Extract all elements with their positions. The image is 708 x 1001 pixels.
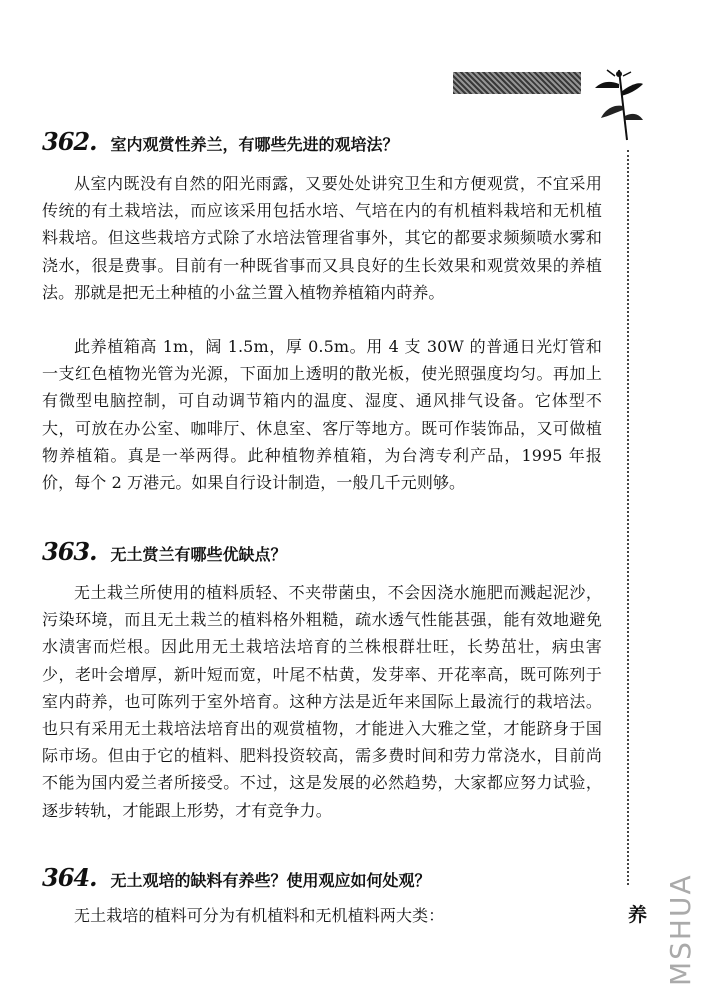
watermark: MSHUA	[664, 873, 697, 986]
margin-dotted-rule	[627, 150, 629, 885]
running-header-bar	[453, 72, 581, 94]
section-number: 362 .	[42, 127, 96, 156]
section-title: 室内观赏性养兰，有哪些先进的观培法？	[110, 135, 399, 154]
section-heading	[42, 537, 286, 566]
running-side-character: 养	[628, 904, 648, 926]
section-title: 无土赏兰有哪些优缺点？	[110, 545, 287, 564]
paragraph: 无土栽兰所使用的植料质轻、不夹带菌虫，不会因浇水施肥而溅起泥沙，污染环境，而且无土栽兰的植料格外粗糙，疏水透气性能甚强，能有效地避免水渍害而烂根。因此用无土栽培法培育的兰株根群壮旺，长势茁壮，病虫害少，老叶会增厚，新叶短而宽，叶尾不枯黄，发芽率、开花率高，既可陈列于室内莳养，也可陈列于室外培育。这种方法是近年来国际上最流行的栽培法。也只有采用无土栽培法培育出的观赏植物，才能进入大雅之堂，才能跻身于国际市场。但由于它的植料、肥料投资较高，需多费时间和劳力常浇水，目前尚不能为国内爱兰者所接受。不过，这是发展的必然趋势，大家都应努力试验，逐步转轨，才能跟上形势，才有竞争力。	[42, 583, 602, 820]
paragraph: 无土栽培的植料可分为有机植料和无机植料两大类：	[74, 906, 445, 925]
section-number: 363 .	[42, 537, 96, 566]
orchid-icon	[593, 66, 645, 146]
section-heading	[42, 863, 430, 892]
paragraph: 从室内既没有自然的阳光雨露，又要处处讲究卫生和方便观赏，不宜采用传统的有土栽培法，而应该采用包括水培、气培在内的有机植料栽培和无机植料栽培。但这些栽培方式除了水培法管理省事外，其它的都要求频频喷水雾和浇水，很是费事。目前有一种既省事而又具良好的生长效果和观赏效果的养植法。那就是把无土种植的小盆兰置入植物养植箱内莳养。	[42, 174, 602, 302]
section-title: 无土观培的缺料有养些？使用观应如何处观？	[110, 871, 431, 890]
section-heading	[42, 127, 398, 156]
section-number: 364 .	[42, 863, 96, 892]
paragraph: 此养植箱高 1m，阔 1.5m，厚 0.5m。用 4 支 30W 的普通日光灯管和一支红色植物光管为光源，下面加上透明的散光板，使光照强度均匀。再加上有微型电脑控制，可自动调节箱内的温度、湿度、通风排气设备。它体型不大，可放在办公室、咖啡厅、休息室、客厅等地方。既可作装饰品，又可做植物养植箱。真是一举两得。此种植物养植箱，为台湾专利产品，1995 年报价，每个 2 万港元。如果自行设计制造，一般几千元则够。	[42, 337, 602, 493]
